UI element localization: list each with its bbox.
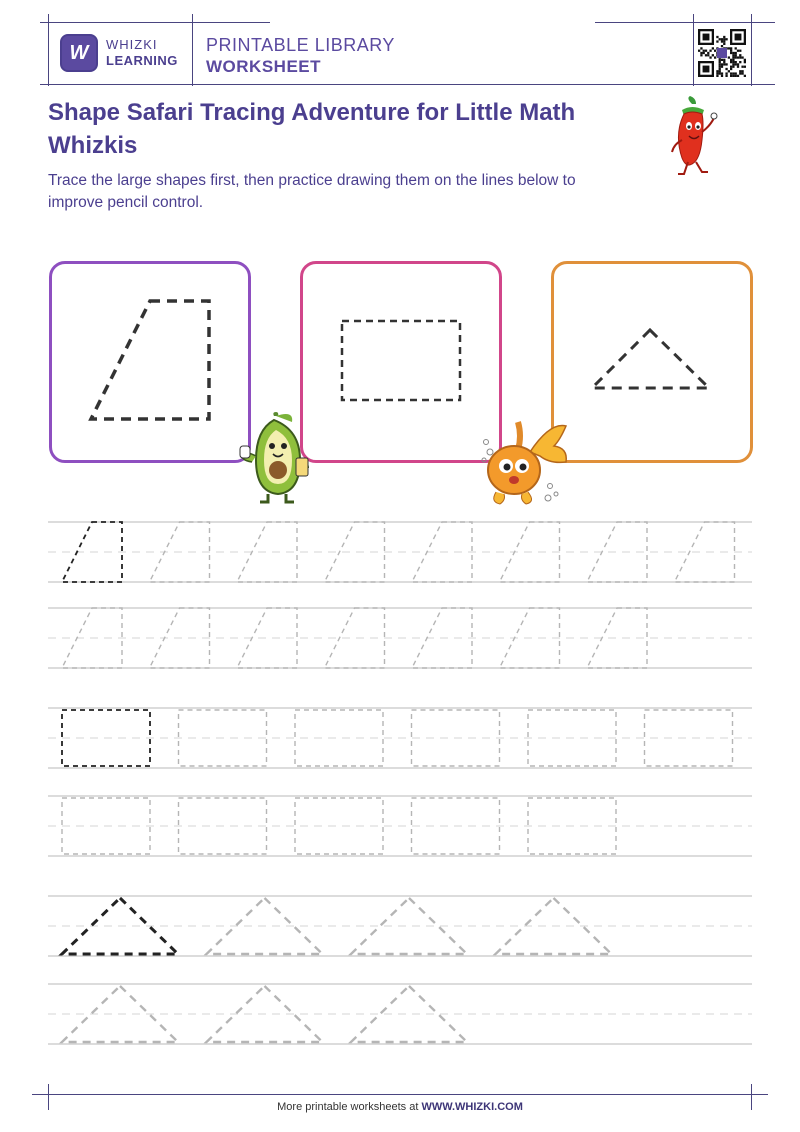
header-top-line-left	[40, 22, 270, 23]
footer-text	[0, 1101, 800, 1113]
header-top-line-right	[595, 22, 775, 23]
whizki-logo	[60, 34, 98, 72]
worksheet-label: WORKSHEET	[206, 57, 321, 76]
practice-area	[0, 510, 800, 1060]
library-label: PRINTABLE LIBRARY	[206, 35, 395, 55]
header-vline-1	[48, 14, 49, 86]
header-vline-2	[192, 14, 193, 86]
goldfish-character	[478, 412, 570, 510]
rectangle-card	[300, 261, 502, 463]
footer-line	[32, 1094, 768, 1095]
triangle-card	[551, 261, 753, 463]
chili-pepper-character	[662, 96, 722, 180]
practice-rectangle	[295, 710, 383, 766]
logo-text-bottom: LEARNING	[106, 53, 178, 68]
practice-rectangle	[295, 798, 383, 854]
footer-link[interactable]: WWW.WHIZKI.COM	[421, 1101, 523, 1113]
w-logo-icon: W	[69, 41, 89, 64]
page-title: Shape Safari Tracing Adventure for Little Math Whizkis	[48, 99, 576, 159]
instructions: Trace the large shapes first, then practice drawing them on the lines below to improve pencil control.	[48, 172, 576, 211]
header-vline-3	[693, 14, 694, 86]
trapezoid-card	[49, 261, 251, 463]
footer-label: More printable worksheets at	[277, 1101, 422, 1113]
logo-text-top: WHIZKI	[106, 37, 158, 52]
header-vline-4	[751, 14, 752, 86]
practice-triangle	[351, 986, 467, 1042]
avocado-character	[234, 410, 316, 510]
qr-code-icon	[698, 29, 746, 77]
header-bottom-line	[40, 84, 775, 85]
practice-triangle	[351, 898, 467, 954]
